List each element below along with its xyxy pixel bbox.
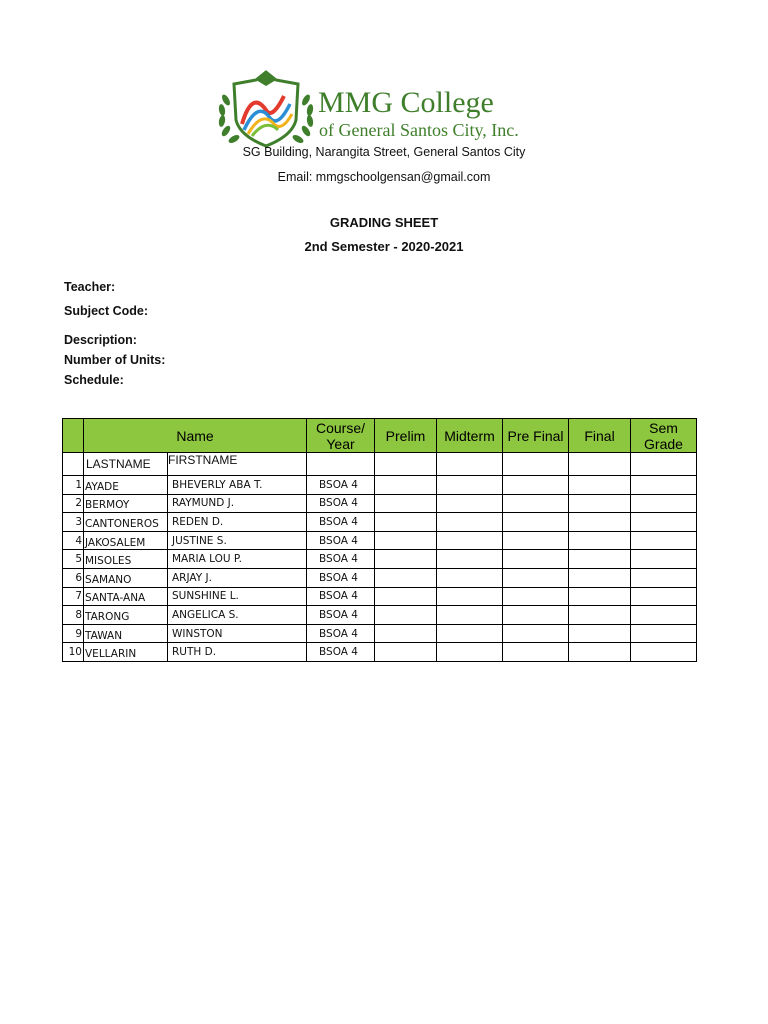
lastname-cell: VELLARIN (84, 645, 168, 664)
col-number-header (63, 419, 84, 453)
lastname-cell: JAKOSALEM (84, 533, 168, 552)
semgrade-cell (631, 587, 697, 606)
prefinal-cell (503, 643, 569, 662)
prefinal-cell (503, 494, 569, 513)
firstname-cell: WINSTON (168, 624, 307, 643)
lastname-cell: MISOLES (84, 552, 168, 571)
semgrade-cell (631, 606, 697, 625)
col-prefinal-header: Pre Final (503, 419, 569, 453)
table-header-row (63, 419, 697, 453)
semester: 2nd Semester - 2020-2021 (304, 239, 464, 254)
prefinal-cell (503, 624, 569, 643)
course-cell: BSOA 4 (307, 643, 375, 662)
firstname-cell: RUTH D. (168, 643, 307, 662)
table-row (63, 550, 697, 569)
col-course-header: Course/ Year (307, 419, 375, 453)
firstname-cell: BHEVERLY ABA T. (168, 476, 307, 495)
col-midterm-header: Midterm (437, 419, 503, 453)
midterm-cell (437, 643, 503, 662)
table-row (63, 568, 697, 587)
lastname-cell: SAMANO (84, 570, 168, 589)
midterm-cell (437, 476, 503, 495)
lastname-cell: TAWAN (84, 626, 168, 645)
prefinal-cell (503, 606, 569, 625)
teacher-label: Teacher: (64, 280, 116, 294)
college-name: MMG College (318, 86, 494, 119)
prelim-cell (375, 587, 437, 606)
sheet-title: GRADING SHEET (329, 215, 439, 230)
table-row (63, 531, 697, 550)
row-number: 9 (63, 624, 84, 643)
semgrade-cell (631, 568, 697, 587)
course-cell: BSOA 4 (307, 587, 375, 606)
schedule-label: Schedule: (64, 373, 124, 387)
row-number: 3 (63, 513, 84, 532)
prefinal-cell (503, 587, 569, 606)
table-row (63, 494, 697, 513)
row-number: 4 (63, 531, 84, 550)
final-cell (569, 513, 631, 532)
firstname-cell: REDEN D. (168, 513, 307, 532)
description-label: Description: (64, 333, 137, 347)
midterm-cell (437, 531, 503, 550)
row-number: 8 (63, 606, 84, 625)
course-cell: BSOA 4 (307, 624, 375, 643)
address: SG Building, Narangita Street, General Santos City (242, 145, 526, 159)
final-cell (569, 606, 631, 625)
col-name-header: Name (84, 419, 307, 453)
firstname-cell: RAYMUND J. (168, 494, 307, 513)
prelim-cell (375, 568, 437, 587)
prelim-cell (375, 550, 437, 569)
prelim-cell (375, 606, 437, 625)
row-number: 7 (63, 587, 84, 606)
lastname-subheader: LASTNAME (84, 453, 168, 476)
final-cell (569, 568, 631, 587)
midterm-cell (437, 624, 503, 643)
table-row (63, 624, 697, 643)
table-row (63, 513, 697, 532)
midterm-cell (437, 494, 503, 513)
final-cell (569, 643, 631, 662)
course-cell: BSOA 4 (307, 494, 375, 513)
row-number: 10 (63, 643, 84, 662)
lastname-cell: TARONG (84, 608, 168, 627)
prefinal-cell (503, 568, 569, 587)
name-subheader-row (63, 453, 697, 476)
table-row (63, 476, 697, 495)
firstname-cell: ANGELICA S. (168, 606, 307, 625)
prelim-cell (375, 476, 437, 495)
course-cell: BSOA 4 (307, 513, 375, 532)
final-cell (569, 476, 631, 495)
prefinal-cell (503, 513, 569, 532)
prelim-cell (375, 531, 437, 550)
midterm-cell (437, 568, 503, 587)
prelim-cell (375, 494, 437, 513)
semgrade-cell (631, 550, 697, 569)
table-row (63, 587, 697, 606)
firstname-subheader: FIRSTNAME (168, 453, 307, 476)
col-semgrade-header: Sem Grade (631, 419, 697, 453)
final-cell (569, 531, 631, 550)
semgrade-cell (631, 624, 697, 643)
col-prelim-header: Prelim (375, 419, 437, 453)
units-label: Number of Units: (64, 353, 166, 367)
course-cell: BSOA 4 (307, 531, 375, 550)
prefinal-cell (503, 531, 569, 550)
final-cell (569, 550, 631, 569)
prelim-cell (375, 643, 437, 662)
semgrade-cell (631, 531, 697, 550)
lastname-cell: CANTONEROS (84, 515, 168, 534)
final-cell (569, 494, 631, 513)
table-row (63, 606, 697, 625)
prelim-cell (375, 513, 437, 532)
subject-code-label: Subject Code: (64, 304, 149, 318)
course-cell: BSOA 4 (307, 476, 375, 495)
course-cell: BSOA 4 (307, 550, 375, 569)
midterm-cell (437, 550, 503, 569)
prelim-cell (375, 624, 437, 643)
row-number: 6 (63, 568, 84, 587)
firstname-cell: MARIA LOU P. (168, 550, 307, 569)
mmg-shield-logo-icon (214, 70, 318, 148)
row-number: 2 (63, 494, 84, 513)
semgrade-cell (631, 513, 697, 532)
prefinal-cell (503, 550, 569, 569)
midterm-cell (437, 587, 503, 606)
final-cell (569, 624, 631, 643)
lastname-cell: AYADE (84, 478, 168, 497)
col-final-header: Final (569, 419, 631, 453)
table-row (63, 643, 697, 662)
semgrade-cell (631, 643, 697, 662)
row-number: 5 (63, 550, 84, 569)
college-subtitle: of General Santos City, Inc. (319, 120, 519, 140)
firstname-cell: JUSTINE S. (168, 531, 307, 550)
prefinal-cell (503, 476, 569, 495)
course-cell: BSOA 4 (307, 568, 375, 587)
row-number: 1 (63, 476, 84, 495)
lastname-cell: SANTA-ANA (84, 589, 168, 608)
final-cell (569, 587, 631, 606)
midterm-cell (437, 513, 503, 532)
semgrade-cell (631, 494, 697, 513)
midterm-cell (437, 606, 503, 625)
grading-table (62, 418, 697, 662)
semgrade-cell (631, 476, 697, 495)
email: Email: mmgschoolgensan@gmail.com (277, 170, 491, 184)
lastname-cell: BERMOY (84, 496, 168, 515)
firstname-cell: SUNSHINE L. (168, 587, 307, 606)
course-cell: BSOA 4 (307, 606, 375, 625)
firstname-cell: ARJAY J. (168, 568, 307, 587)
